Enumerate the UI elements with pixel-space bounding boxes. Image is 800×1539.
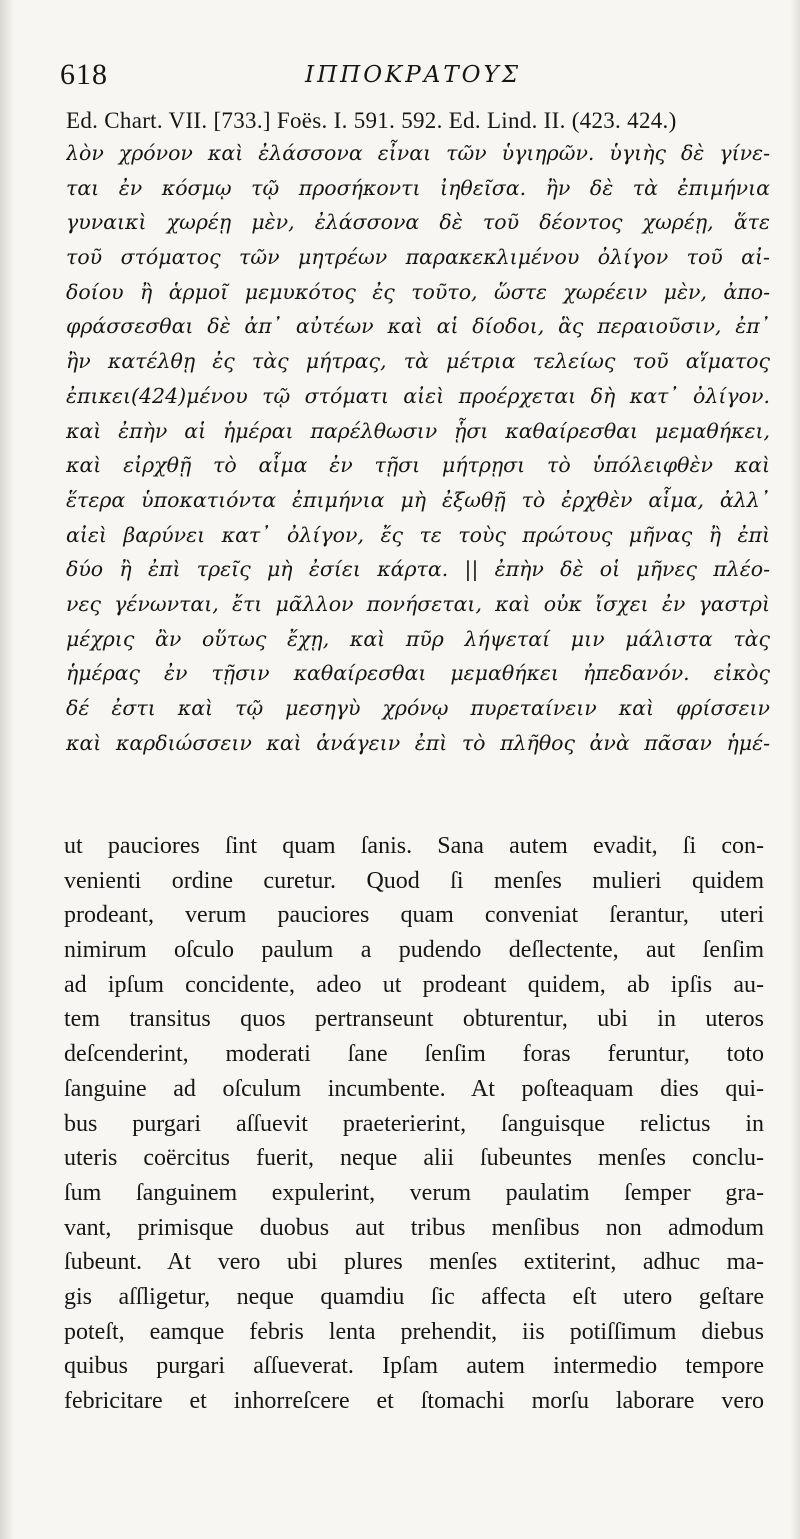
latin-line: gis aſſligetur, neque quamdiu ſic affecta eſt utero geſtare	[64, 1283, 764, 1310]
greek-line: λὸν χρόνον καὶ ἐλάσσονα εἶναι τῶν ὑγιηρῶν. ὑγιὴς δὲ γίνε-	[66, 141, 770, 165]
greek-line: ται ἐν κόσμῳ τῷ προσήκοντι ἰηθεῖσα. ἢν δὲ τὰ ἐπιμήνια	[66, 175, 770, 200]
page-edge-shadow	[790, 0, 800, 1539]
greek-text-block	[66, 136, 770, 760]
greek-line: αἰεὶ βαρύνει κατ᾽ ὀλίγον, ἔς τε τοὺς πρώτους μῆνας ἢ ἐπὶ	[66, 522, 770, 547]
greek-line: νες γένωνται, ἔτι μᾶλλον πονήσεται, καὶ οὐκ ἴσχει ἐν γαστρὶ	[66, 591, 770, 616]
edition-reference-line: Ed. Chart. VII. [733.] Foës. I. 591. 592. Ed. Lind. II. (423. 424.)	[66, 108, 677, 133]
greek-line: ἡμέρας ἐν τῇσιν καθαίρεσθαι μεμαθήκει ἠπεδανόν. εἰκὸς	[66, 661, 770, 686]
greek-line: δοίου ἢ ἁρμοῖ μεμυκότος ἐς τοῦτο, ὥστε χωρέειν μὲν, ἀπο-	[66, 279, 770, 304]
greek-line: καὶ ἐπὴν αἱ ἡμέραι παρέλθωσιν ᾗσι καθαίρεσθαι μεμαθήκει,	[66, 418, 770, 443]
greek-line: ἕτερα ὑποκατιόντα ἐπιμήνια μὴ ἐξωθῇ τὸ ἐρχθὲν αἷμα, ἀλλ᾽	[66, 487, 770, 512]
latin-line: deſcenderint, moderati ſane ſenſim foras feruntur, toto	[64, 1041, 764, 1068]
latin-line: ſanguine ad oſculum incumbente. At poſteaquam dies qui-	[64, 1075, 764, 1102]
latin-line: vant, primisque duobus aut tribus menſibus non admodum	[64, 1214, 764, 1241]
greek-line: γυναικὶ χωρέῃ μὲν, ἐλάσσονα δὲ τοῦ δέοντος χωρέῃ, ἅτε	[66, 210, 770, 235]
greek-line: καὶ εἰρχθῇ τὸ αἷμα ἐν τῇσι μήτρῃσι τὸ ὑπόλειφθὲν καὶ	[66, 453, 770, 478]
latin-line: tem transitus quos pertranseunt obturentur, ubi in uteros	[64, 1006, 764, 1033]
latin-line: ſubeunt. At vero ubi plures menſes extiterint, adhuc ma-	[64, 1249, 764, 1276]
greek-line: μέχρις ἂν οὕτως ἔχῃ, καὶ πῦρ λήψεταί μιν μάλιστα τὰς	[66, 626, 770, 651]
page-number: 618	[60, 58, 108, 91]
greek-line: φράσσεσθαι δὲ ἀπ᾽ αὐτέων καὶ αἱ δίοδοι, ἃς περαιοῦσιν, ἐπ᾽	[66, 314, 770, 339]
page-header	[60, 58, 760, 98]
latin-line: poteſt, eamque febris lenta prehendit, iis potiſſimum diebus	[64, 1318, 764, 1345]
latin-text-block	[64, 829, 764, 1419]
latin-line: prodeant, verum pauciores quam conveniat ſerantur, uteri	[64, 902, 764, 929]
greek-line: δέ ἐστι καὶ τῷ μεσηγὺ χρόνῳ πυρεταίνειν καὶ φρίσσειν	[66, 696, 770, 720]
greek-line: δύο ἢ ἐπὶ τρεῖς μὴ ἐσίει κάρτα. || ἐπὴν δὲ οἱ μῆνες πλέο-	[66, 557, 770, 582]
greek-line: ἐπικει(424)μένου τῷ στόματι αἰεὶ προέρχεται δὴ κατ᾽ ὀλίγον.	[66, 383, 770, 408]
greek-line: τοῦ στόματος τῶν μητρέων παρακεκλιμένου ὀλίγον τοῦ αἰ-	[66, 245, 770, 270]
latin-line: ut pauciores ſint quam ſanis. Sana autem evadit, ſi con-	[64, 833, 764, 859]
latin-line: ſum ſanguinem expulerint, verum paulatim ſemper gra-	[64, 1179, 764, 1206]
latin-line: ad ipſum concidente, adeo ut prodeant quidem, ab ipſis au-	[64, 971, 764, 998]
latin-line: febricitare et inhorreſcere et ſtomachi morſu laborare vero	[64, 1388, 764, 1414]
latin-line: quibus purgari aſſueverat. Ipſam autem intermedio tempore	[64, 1353, 764, 1380]
greek-line: καὶ καρδιώσσειν καὶ ἀνάγειν ἐπὶ τὸ πλῆθος ἀνὰ πᾶσαν ἡμέ-	[66, 730, 770, 755]
latin-line: bus purgari aſſuevit praeterierint, ſanguisque relictus in	[64, 1110, 764, 1137]
greek-line: ἢν κατέλθῃ ἐς τὰς μήτρας, τὰ μέτρια τελείως τοῦ αἵματος	[66, 349, 770, 374]
running-title: ΙΠΠΟΚΡΑΤΟΥΣ	[305, 62, 521, 88]
latin-line: nimirum oſculo paulum a pudendo deſlectente, aut ſenſim	[64, 937, 764, 964]
latin-line: uteris coërcitus fuerit, neque alii ſubeuntes menſes conclu-	[64, 1145, 764, 1172]
latin-line: venienti ordine curetur. Quod ſi menſes mulieri quidem	[64, 867, 764, 894]
page-gutter-shadow	[0, 0, 14, 1539]
